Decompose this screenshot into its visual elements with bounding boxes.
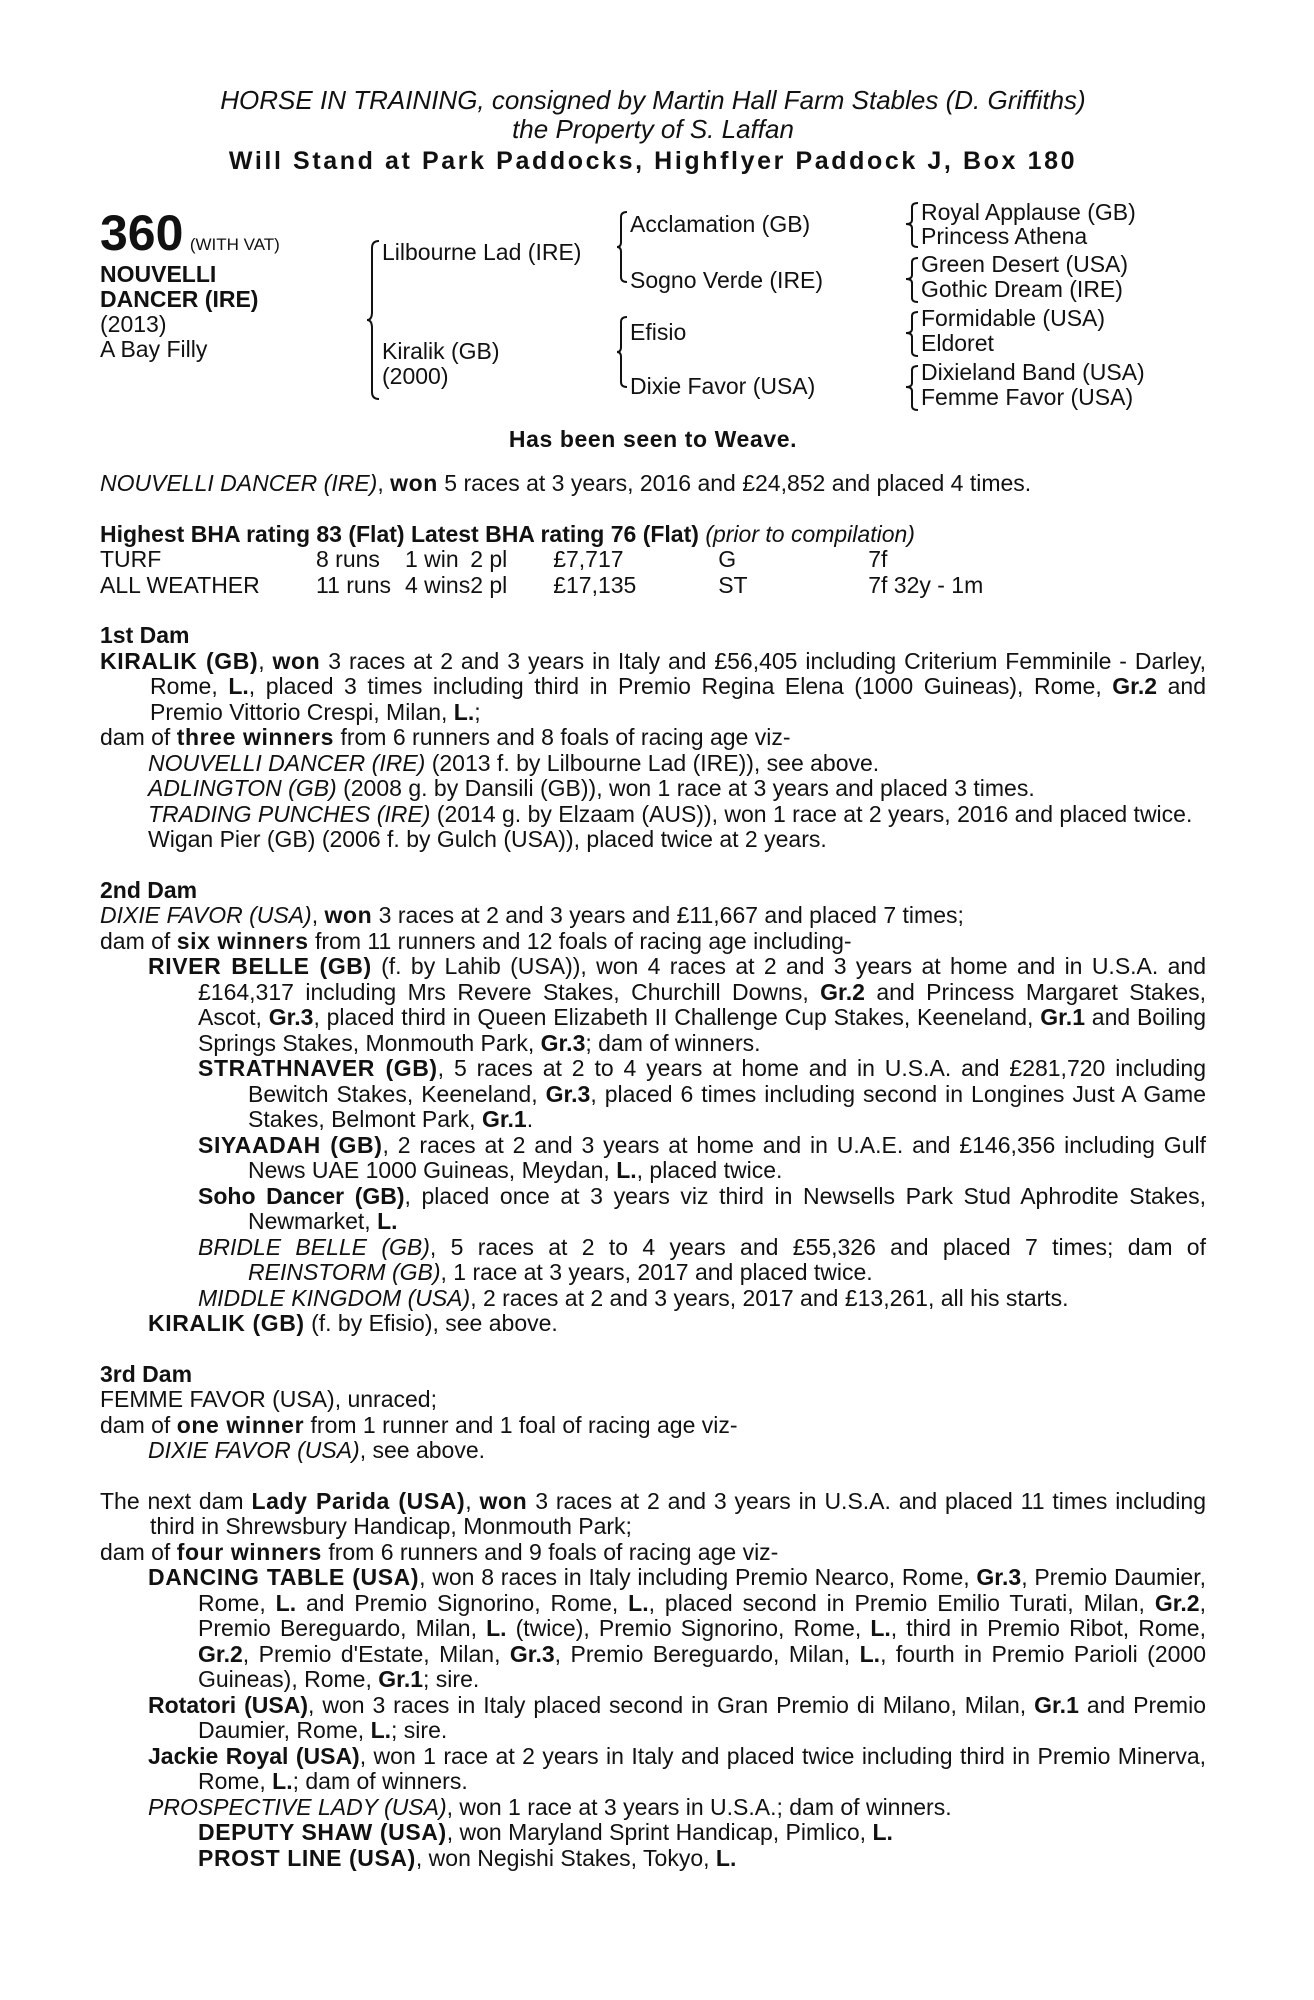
list-item: BRIDLE BELLE (GB), 5 races at 2 to 4 years and £55,326 and placed 7 times; dam of REINSTORM (GB), 1 race at 3 years, 2017 and placed twice. bbox=[198, 1233, 1206, 1285]
list-item: PROST LINE (USA), won Negishi Stakes, Tokyo, L. bbox=[198, 1844, 737, 1871]
list-item: RIVER BELLE (GB) (f. by Lahib (USA)), won 4 races at 2 and 3 years at home and in U.S.A. and £164,317 including Mrs Revere Stakes, Churchill Downs, Gr.2 and Princess Margaret Stakes, Ascot, Gr.3, placed third in Queen Elizabeth II Challenge Cup Stakes, Keeneland, Gr.1 and Boiling Springs Stakes, Monmouth Park, Gr.3; dam of winners. bbox=[148, 953, 1206, 1056]
location-line: Will Stand at Park Paddocks, Highflyer Paddock J, Box 180 bbox=[228, 147, 1078, 175]
ds-dam: Eldoret bbox=[921, 330, 994, 356]
first-dam-produce: dam of three winners from 6 runners and 8 foals of racing age viz- bbox=[100, 724, 791, 750]
sd-sire: Green Desert (USA) bbox=[921, 251, 1129, 277]
list-item: Soho Dancer (GB), placed once at 3 years viz third in Newsells Park Stud Aphrodite Stakes, Newmarket, L. bbox=[198, 1182, 1206, 1234]
brace-icon bbox=[905, 202, 919, 248]
list-item: DEPUTY SHAW (USA), won Maryland Sprint Handicap, Pimlico, L. bbox=[198, 1819, 893, 1845]
ds-sire: Formidable (USA) bbox=[921, 305, 1106, 331]
third-dam-section bbox=[100, 1362, 1206, 1464]
sire-dam: Sogno Verde (IRE) bbox=[630, 267, 824, 293]
dam: Kiralik (GB) bbox=[382, 338, 500, 364]
first-dam-record: KIRALIK (GB), won 3 races at 2 and 3 years in Italy and £56,405 including Criterium Femminile - Darley, Rome, L., placed 3 times including third in Premio Regina Elena (1000 Guineas), Rome, Gr.2 and Premio Vittorio Crespi, Milan, L.; bbox=[100, 647, 1207, 725]
brace-icon bbox=[905, 257, 919, 303]
list-item: PROSPECTIVE LADY (USA), won 1 race at 3 years in U.S.A.; dam of winners. bbox=[148, 1793, 952, 1820]
consignor-line: HORSE IN TRAINING, consigned by Martin Hall Farm Stables (D. Griffiths) bbox=[220, 85, 1086, 115]
list-item: Wigan Pier (GB) (2006 f. by Gulch (USA)), placed twice at 2 years. bbox=[148, 826, 827, 852]
horse-name-1: NOUVELLI bbox=[100, 261, 217, 287]
second-dam-produce: dam of six winners from 11 runners and 12 foals of racing age including- bbox=[100, 927, 852, 954]
table-row: ALL WEATHER 11 runs 4 wins 2 pl £17,135 ST 7f 32y - 1m bbox=[100, 571, 984, 598]
table-row: TURF 8 runs 1 win 2 pl £7,717 G 7f bbox=[100, 546, 888, 572]
sire-sire: Acclamation (GB) bbox=[630, 211, 811, 237]
race-summary: NOUVELLI DANCER (IRE), won 5 races at 3 years, 2016 and £24,852 and placed 4 times. bbox=[100, 470, 1032, 496]
sd-dam: Gothic Dream (IRE) bbox=[921, 276, 1123, 302]
dd-dam: Femme Favor (USA) bbox=[921, 384, 1134, 410]
list-item: Rotatori (USA), won 3 races in Italy placed second in Gran Premio di Milano, Milan, Gr.1 and Premio Daumier, Rome, L.; sire. bbox=[148, 1691, 1206, 1743]
dam-dam: Dixie Favor (USA) bbox=[630, 373, 816, 399]
weave-note: Has been seen to Weave. bbox=[508, 426, 798, 452]
catalogue-page bbox=[100, 86, 1206, 1871]
horse-description: A Bay Filly bbox=[100, 336, 208, 362]
list-item: STRATHNAVER (GB), 5 races at 2 to 4 years at home and in U.S.A. and £281,720 including Bewitch Stakes, Keeneland, Gr.3, placed 6 times including second in Longines Just A Game Stakes, Belmont Park, Gr.1. bbox=[198, 1055, 1206, 1132]
next-dam-produce: dam of four winners from 6 runners and 9 foals of racing age viz- bbox=[100, 1538, 779, 1565]
list-item: Jackie Royal (USA), won 1 race at 2 years in Italy and placed twice including third in Premio Minerva, Rome, L.; dam of winners. bbox=[148, 1742, 1207, 1794]
list-item: MIDDLE KINGDOM (USA), 2 races at 2 and 3 years, 2017 and £13,261, all his starts. bbox=[198, 1284, 1069, 1311]
pedigree-block bbox=[100, 199, 1206, 452]
dd-sire: Dixieland Band (USA) bbox=[921, 359, 1145, 385]
page-header bbox=[100, 86, 1206, 176]
brace-icon bbox=[905, 311, 919, 357]
third-dam-heading: 3rd Dam bbox=[100, 1360, 193, 1387]
ratings-section bbox=[100, 522, 1206, 599]
second-dam-record: DIXIE FAVOR (USA), won 3 races at 2 and 3 years and £11,667 and placed 7 times; bbox=[100, 902, 964, 928]
next-dam-record: The next dam Lady Parida (USA), won 3 races at 2 and 3 years in U.S.A. and placed 11 times including third in Shrewsbury Handicap, Monmouth Park; bbox=[100, 1487, 1206, 1539]
vat-label: (WITH VAT) bbox=[189, 235, 280, 254]
list-item: NOUVELLI DANCER (IRE) (2013 f. by Lilbourne Lad (IRE)), see above. bbox=[148, 749, 880, 776]
lot-number: 360 bbox=[100, 205, 184, 261]
next-dam-section bbox=[100, 1489, 1206, 1872]
first-dam-section bbox=[100, 623, 1206, 853]
third-dam-record: FEMME FAVOR (USA), unraced; bbox=[100, 1386, 437, 1412]
lot-number-line bbox=[100, 205, 280, 261]
ratings-table bbox=[100, 547, 983, 598]
sire: Lilbourne Lad (IRE) bbox=[382, 239, 582, 265]
owner-line: the Property of S. Laffan bbox=[512, 114, 794, 144]
list-item: DIXIE FAVOR (USA), see above. bbox=[148, 1437, 486, 1463]
main-brace-icon bbox=[366, 240, 380, 400]
dam-sire: Efisio bbox=[630, 319, 687, 345]
horse-name-2: DANCER (IRE) bbox=[100, 286, 259, 312]
dam-brace-icon bbox=[616, 316, 628, 388]
third-dam-produce: dam of one winner from 1 runner and 1 foal of racing age viz- bbox=[100, 1411, 738, 1438]
second-dam-section bbox=[100, 878, 1206, 1337]
dam-year: (2000) bbox=[382, 363, 449, 389]
foaling-year: (2013) bbox=[100, 311, 167, 337]
list-item: TRADING PUNCHES (IRE) (2014 g. by Elzaam (AUS)), won 1 race at 2 years, 2016 and placed twice. bbox=[148, 800, 1193, 827]
ss-sire: Royal Applause (GB) bbox=[921, 199, 1136, 225]
list-item: SIYAADAH (GB), 2 races at 2 and 3 years at home and in U.A.E. and £146,356 including Gulf News UAE 1000 Guineas, Meydan, L., placed twice. bbox=[198, 1131, 1206, 1183]
second-dam-heading: 2nd Dam bbox=[100, 876, 198, 903]
list-item: KIRALIK (GB) (f. by Efisio), see above. bbox=[148, 1310, 558, 1336]
list-item: DANCING TABLE (USA), won 8 races in Italy including Premio Nearco, Rome, Gr.3, Premio Daumier, Rome, L. and Premio Signorino, Rome, L., placed second in Premio Emilio Turati, Milan, Gr.2, Premio Bereguardo, Milan, L. (twice), Premio Signorino, Rome, L., third in Premio Ribot, Rome, Gr.2, Premio d'Estate, Milan, Gr.3, Premio Bereguardo, Milan, L., fourth in Premio Parioli (2000 Guineas), Rome, Gr.1; sire. bbox=[148, 1564, 1207, 1692]
brace-icon bbox=[905, 365, 919, 411]
list-item: ADLINGTON (GB) (2008 g. by Dansili (GB)), won 1 race at 3 years and placed 3 times. bbox=[148, 775, 1035, 801]
sire-brace-icon bbox=[616, 211, 628, 283]
ratings-heading: Highest BHA rating 83 (Flat) Latest BHA rating 76 (Flat) (prior to compilation) bbox=[100, 520, 915, 547]
ss-dam: Princess Athena bbox=[921, 223, 1088, 249]
first-dam-heading: 1st Dam bbox=[100, 622, 190, 648]
